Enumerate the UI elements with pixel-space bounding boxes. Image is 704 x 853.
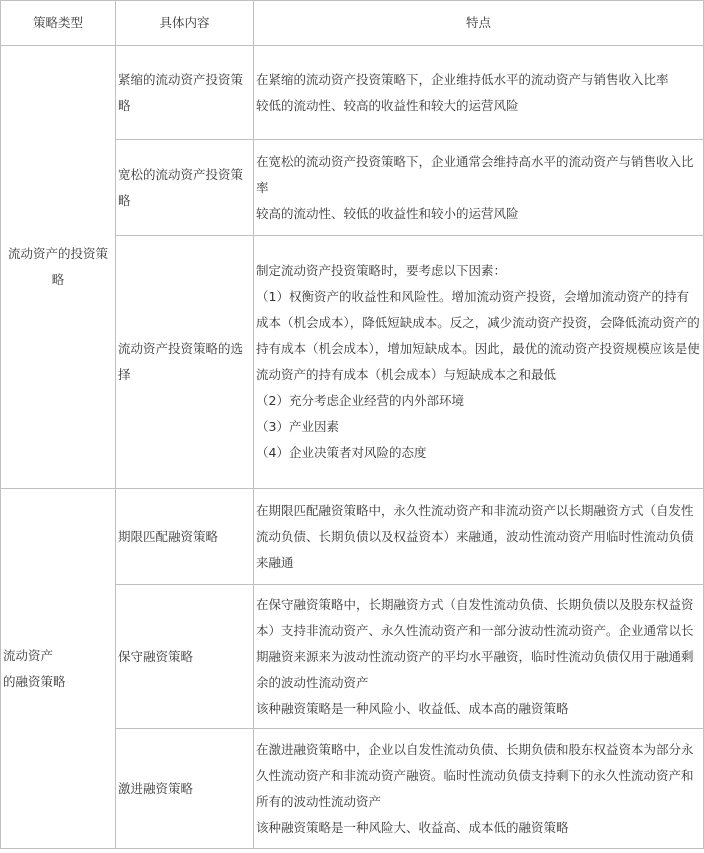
features-loose-investment — [254, 140, 704, 236]
feature-line: 较低的流动性、较高的收益性和较大的运营风险 — [256, 97, 519, 113]
feature-line: 该种融资策略是一种风险大、收益高、成本低的融资策略 — [256, 819, 569, 835]
content-investment-choice: 流动资产投资策略的选择 — [116, 236, 254, 489]
feature-line: 制定流动资产投资策略时，要考虑以下因素： — [256, 263, 507, 278]
header-specific-content: 具体内容 — [116, 1, 254, 46]
content-aggressive-financing: 激进融资策略 — [116, 729, 254, 849]
strategy-type-line: 流动资产 — [3, 647, 54, 663]
features-matching-financing — [254, 489, 704, 585]
feature-line: 在期限匹配融资策略中，永久性流动资产和非流动资产以长期融资方式（自发性流动负债、长期负债以及权益资本）来融通，波动性流动资产用临时性流动负债来融通 — [256, 502, 694, 570]
table-row — [1, 46, 704, 140]
strategy-type-line: 的融资策略 — [3, 673, 66, 689]
features-investment-choice — [254, 236, 704, 489]
features-conservative-financing — [254, 585, 704, 729]
content-conservative-financing: 保守融资策略 — [116, 585, 254, 729]
feature-line: 在保守融资策略中，长期融资方式（自发性流动负债、长期负债以及股东权益资本）支持非流动资产、永久性流动资产和一部分波动性流动资产。企业通常以长期融资来源来为波动性流动资产的平均水平融资，临时性流动负债仅用于融通剩余的波动性流动资产 — [256, 596, 694, 690]
header-features: 特点 — [254, 1, 704, 46]
feature-line: 在激进融资策略中，企业以自发性流动负债、长期负债和股东权益资本为部分永久性流动资产和非流动资产融资。临时性流动负债支持剩下的永久性流动资产和所有的波动性流动资产 — [256, 741, 694, 809]
strategy-type-investment: 流动资产的投资策略 — [1, 46, 116, 489]
features-tight-investment — [254, 46, 704, 140]
feature-line: 该种融资策略是一种风险小、收益低、成本高的融资策略 — [256, 700, 569, 716]
features-aggressive-financing — [254, 729, 704, 849]
feature-line: （2）充分考虑企业经营的内外部环境 — [256, 393, 464, 408]
feature-line: （4）企业决策者对风险的态度 — [256, 445, 427, 460]
header-strategy-type: 策略类型 — [1, 1, 116, 46]
table-row — [1, 489, 704, 585]
feature-line: 较高的流动性、较低的收益性和较小的运营风险 — [256, 205, 519, 221]
content-loose-investment: 宽松的流动资产投资策略 — [116, 140, 254, 236]
feature-line: 在宽松的流动资产投资策略下，企业通常会维持高水平的流动资产与销售收入比率 — [256, 153, 694, 195]
feature-line: 在紧缩的流动资产投资策略下，企业维持低水平的流动资产与销售收入比率 — [256, 71, 669, 87]
feature-line: （1）权衡资产的收益性和风险性。增加流动资产投资，会增加流动资产的持有成本（机会成本），降低短缺成本。反之，减少流动资产投资，会降低流动资产的持有成本（机会成本），增加短缺成本。因此，最优的流动资产投资规模应该是使流动资产的持有成本（机会成本）与短缺成本之和最低 — [256, 289, 700, 382]
content-tight-investment: 紧缩的流动资产投资策略 — [116, 46, 254, 140]
strategy-type-financing — [1, 489, 116, 849]
feature-line: （3）产业因素 — [256, 419, 339, 434]
content-matching-financing: 期限匹配融资策略 — [116, 489, 254, 585]
table-header-row — [1, 1, 704, 46]
